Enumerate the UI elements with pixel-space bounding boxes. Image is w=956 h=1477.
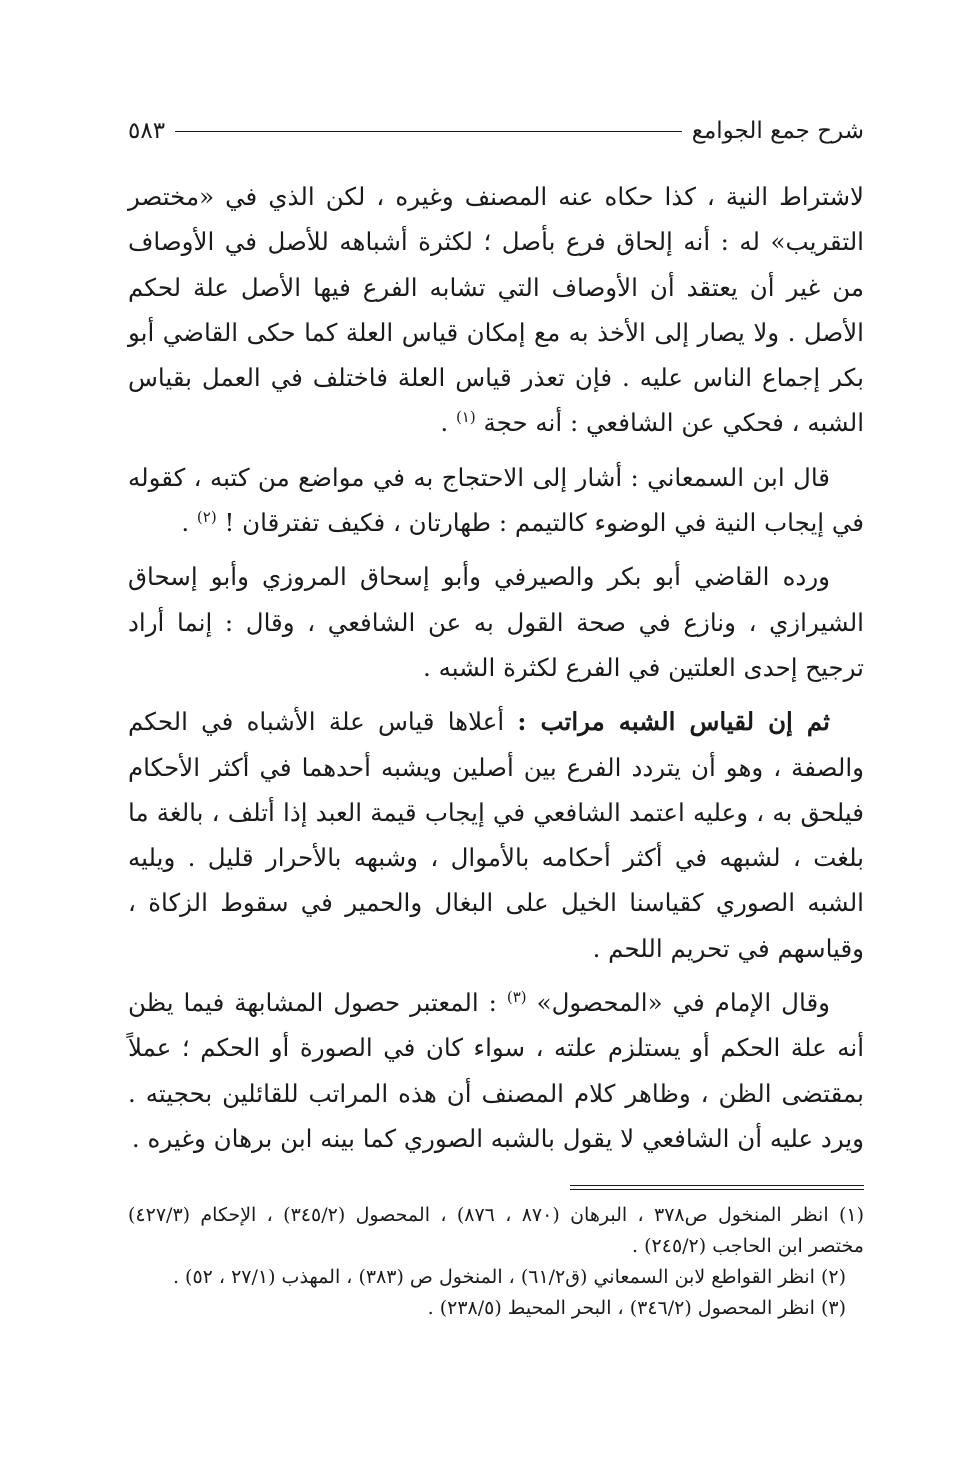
page-number: ٥٨٣ — [128, 118, 166, 144]
footnote-2: (٢) انظر القواطع لابن السمعاني (ق٦١/٢) ، المنخول ص (٣٨٣) ، المهذب (٢٧/١ ، ٥٢) . — [172, 1266, 846, 1289]
paragraph-4 — [128, 699, 864, 971]
paragraph-text: ورده القاضي أبو بكر والصيرفي وأبو إسحاق المروزي وأبو إسحاق الشيرازي ، ونازع في صحة القول به عن الشافعي ، وقال : إنما أراد ترجيح إحدى العلتين في الفرع لكثرة الشبه . — [128, 562, 864, 682]
paragraph-text: : المعتبر حصول المشابهة فيما يظن أنه علة الحكم أو يستلزم علته ، سواء كان في الصورة أو الحكم ؛ عملاً بمقتضى الظن ، وظاهر كلام المصنف أن هذه المراتب للقائلين بحجيته . ويرد عليه أن الشافعي لا يقول بالشبه الصوري كما بينه ابن برهان وغيره . — [128, 988, 864, 1153]
paragraph-text: أعلاها قياس علة الأشباه في الحكم والصفة ، وهو أن يتردد الفرع بين أصلين ويشبه أحدهما في أكثر الأحكام فيلحق به ، وعليه اعتمد الشافعي في إيجاب قيمة العبد إذا أتلف ، بالغة ما بلغت ، لشبهه في أكثر أحكامه بالأموال ، وشبهه بالأحرار قليل . ويليه الشبه الصوري كقياسنا الخيل على البغال والحمير في سقوط الزكاة ، وقياسهم في تحريم اللحم . — [128, 707, 864, 963]
paragraph-text: لاشتراط النية ، كذا حكاه عنه المصنف وغيره ، لكن الذي في «مختصر التقريب» له : أنه إلحاق فرع بأصل ؛ لكثرة أشباهه للأصل في الأوصاف من غير أن يعتقد أن الأوصاف التي تشابه الفرع فيها الأصل علة لحكم الأصل . ولا يصار إلى الأخذ به مع إمكان قياس العلة كما حكى القاضي أبو بكر إجماع الناس عليه . فإن تعذر قياس العلة فاختلف في العمل بقياس الشبه ، فحكي عن الشافعي : أنه حجة — [128, 182, 864, 438]
header-rule — [175, 131, 682, 132]
footnote-ref-3: (٣) — [506, 987, 527, 1006]
paragraph-2 — [128, 455, 864, 546]
paragraph-end: . — [440, 408, 456, 438]
footnote-3: (٣) انظر المحصول (٣٤٦/٢) ، البحر المحيط (٢٣٨/٥) . — [427, 1297, 846, 1320]
footnotes — [128, 1200, 864, 1324]
paragraph-end: . — [181, 508, 197, 538]
paragraph-3 — [128, 554, 864, 690]
header-title: شرح جمع الجوامع — [691, 118, 864, 144]
footnote-1: (١) انظر المنخول ص٣٧٨ ، البرهان (٨٧٠ ، ٨٧٦) ، المحصول (٣٤٥/٢) ، الإحكام (٤٢٧/٣) مختصر ابن الحاجب (٢٤٥/٢) . — [128, 1204, 865, 1258]
paragraph-pre: وقال الإمام في «المحصول» — [536, 988, 830, 1018]
main-text — [128, 174, 864, 1161]
paragraph-5 — [128, 980, 864, 1161]
paragraph-lead: ثم إن لقياس الشبه مراتب : — [517, 707, 830, 737]
footnote-ref-1: (١) — [455, 408, 476, 427]
running-header — [128, 108, 864, 154]
footnote-ref-2: (٢) — [196, 507, 217, 526]
document-page — [128, 108, 864, 1324]
paragraph-1 — [128, 174, 864, 446]
footnote-separator — [570, 1185, 864, 1190]
paragraph-text: قال ابن السمعاني : أشار إلى الاحتجاج به في مواضع من كتبه ، كقوله في إيجاب النية في الوضوء كالتيمم : طهارتان ، فكيف تفترقان ! — [128, 462, 864, 538]
